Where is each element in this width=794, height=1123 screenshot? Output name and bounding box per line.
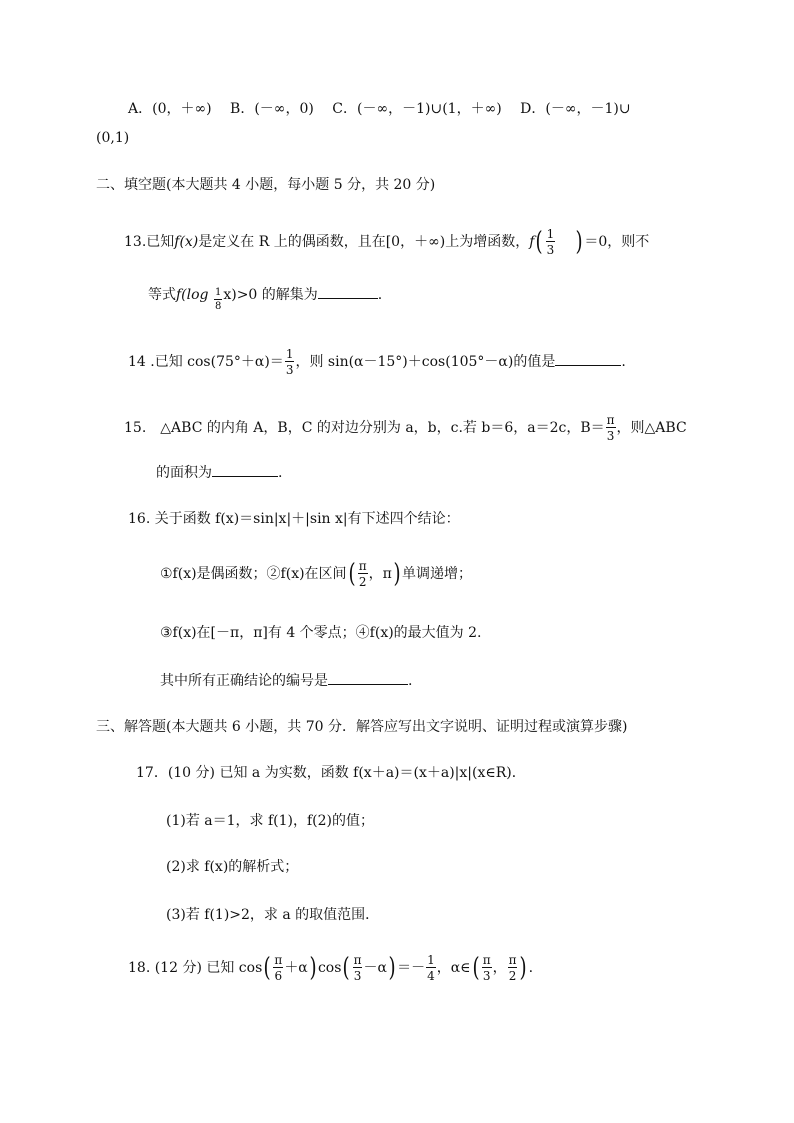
q16-left-paren: ( [348, 559, 356, 589]
q13-line2-a: 等式 [148, 287, 176, 303]
q14-line [128, 348, 626, 376]
q13-frac-num: 1 [546, 227, 555, 241]
q13-left-paren: ( [535, 227, 544, 257]
q13-part2: 是定义在 R 上的偶函数，且在[0，＋∞)上为增函数， [198, 234, 530, 250]
q18-f2-den: 3 [353, 969, 362, 983]
q18-end: . [528, 960, 534, 976]
q14-part1: 14 .已知 cos(75°＋α)＝ [128, 354, 284, 370]
q17-sub3: (3)若 f(1)>2，求 a 的取值范围． [166, 907, 380, 923]
q13-line1 [124, 228, 649, 256]
q13-line2 [148, 284, 382, 312]
q18-comma: ， [492, 960, 507, 976]
q18-f5-den: 2 [508, 969, 517, 983]
q15-frac-num: π [606, 413, 615, 427]
q16-answer-blank[interactable] [328, 670, 408, 685]
q14-answer-blank[interactable] [555, 351, 621, 366]
q18-f2-num: π [353, 953, 362, 967]
q18-eq: ＝－ [397, 960, 426, 976]
q14-frac-den: 3 [285, 363, 294, 377]
q12-options-line2: (0,1) [96, 130, 130, 146]
q16-conclusions-2: ③f(x)在[－π，π]有 4 个零点；④f(x)的最大值为 2. [160, 625, 482, 641]
q18-tail: ，α∈ [436, 960, 471, 976]
q18-f1-den: 6 [274, 969, 283, 983]
q16-frac-den: 2 [358, 575, 367, 589]
q18-line [128, 954, 533, 982]
q14-frac-num: 1 [285, 347, 294, 361]
q18-part1: 18. (12 分) 已知 cos [128, 960, 263, 976]
q14-end: . [621, 354, 626, 370]
q18-frac1 [273, 954, 283, 982]
q18-frac2 [353, 954, 363, 982]
q17-line1: 17．(10 分) 已知 a 为实数，函数 f(x＋a)＝(x＋a)|x|(x∈R)． [136, 765, 526, 781]
q16-c1-b: ，π [368, 566, 392, 582]
q16-end: . [408, 673, 413, 689]
q18-paren-2l: ( [342, 953, 351, 983]
q18-p2-tail: －α [363, 960, 387, 976]
q16-c1-c: 单调递增； [401, 566, 472, 582]
q13-right-paren: ) [575, 227, 583, 257]
q18-frac3 [426, 954, 436, 982]
q18-mid: cos [317, 960, 342, 976]
q15-end: . [278, 465, 283, 481]
q15-part1: △ABC 的内角 A，B，C 的对边分别为 a，b，c.若 b＝6，a＝2c，B＝ [160, 420, 605, 436]
q18-f4-den: 3 [482, 969, 491, 983]
q13-part1: 13.已知 [124, 234, 175, 250]
q15-line2 [156, 462, 282, 482]
q14-fraction [285, 348, 295, 376]
q13-line2-b: x)>0 的解集为 [223, 287, 318, 303]
q17-sub1: (1)若 a＝1，求 f(1)，f(2)的值； [166, 813, 375, 829]
q13-line2-f: f(log [176, 287, 209, 303]
q18-f4-num: π [482, 953, 491, 967]
q15-answer-blank[interactable] [212, 462, 278, 477]
q13-fraction [546, 228, 556, 256]
q18-frac5 [508, 954, 518, 982]
q13-log-base [214, 288, 222, 312]
q13-answer-blank[interactable] [318, 284, 378, 299]
q16-line1: 16. 关于函数 f(x)＝sin|x|＋|sin x|有下述四个结论： [128, 511, 460, 527]
q16-fraction [358, 560, 368, 588]
section3-title: 三、解答题(本大题共 6 小题，共 70 分．解答应写出文字说明、证明过程或演算步骤) [96, 719, 628, 735]
section2-title: 二、填空题(本大题共 4 小题，每小题 5 分，共 20 分) [96, 177, 436, 193]
q13-fx: f(x) [174, 234, 199, 250]
q13-end: . [377, 287, 383, 303]
q16-right-paren: ) [393, 559, 401, 589]
q18-paren-2r: ) [388, 953, 396, 983]
q18-paren-1l: ( [263, 953, 271, 983]
q16-line4-text: 其中所有正确结论的编号是 [160, 673, 328, 689]
q15-line2-text: 的面积为 [156, 465, 212, 481]
q15-fraction [606, 414, 616, 442]
q18-paren-3l: ( [472, 953, 480, 983]
q13-frac-den: 3 [546, 243, 555, 257]
q13-log-den: 8 [214, 301, 222, 312]
q16-c1-a: ①f(x)是偶函数；②f(x)在区间 [160, 566, 347, 582]
q16-line4 [160, 670, 412, 690]
q13-log-num: 1 [214, 287, 222, 298]
q18-paren-3r: ) [520, 953, 528, 983]
q18-f3-den: 4 [427, 969, 435, 983]
q18-p1-tail: ＋α [284, 960, 308, 976]
q14-part2: ，则 sin(α－15°)＋cos(105°－α)的值是 [295, 354, 556, 370]
q15-frac-den: 3 [606, 429, 615, 443]
q18-f3-num: 1 [427, 953, 435, 967]
q15-num: 15. [124, 420, 147, 436]
q12-options-line1: A．(0，＋∞) B．(－∞，0) C．(－∞，－1)∪(1，＋∞) D．(－∞，－1)∪ [128, 101, 631, 117]
q18-f5-num: π [508, 953, 517, 967]
q16-conclusions-1 [160, 560, 472, 588]
q18-f1-num: π [274, 953, 283, 967]
q16-frac-num: π [358, 559, 367, 573]
q15-line1 [124, 414, 687, 442]
q17-sub2: (2)求 f(x)的解析式； [166, 859, 299, 875]
q18-paren-1r: ) [309, 953, 317, 983]
q13-f: f [529, 234, 535, 250]
q18-frac4 [482, 954, 492, 982]
q13-part3: ＝0，则不 [584, 234, 650, 250]
q15-part2: ，则△ABC [616, 420, 687, 436]
